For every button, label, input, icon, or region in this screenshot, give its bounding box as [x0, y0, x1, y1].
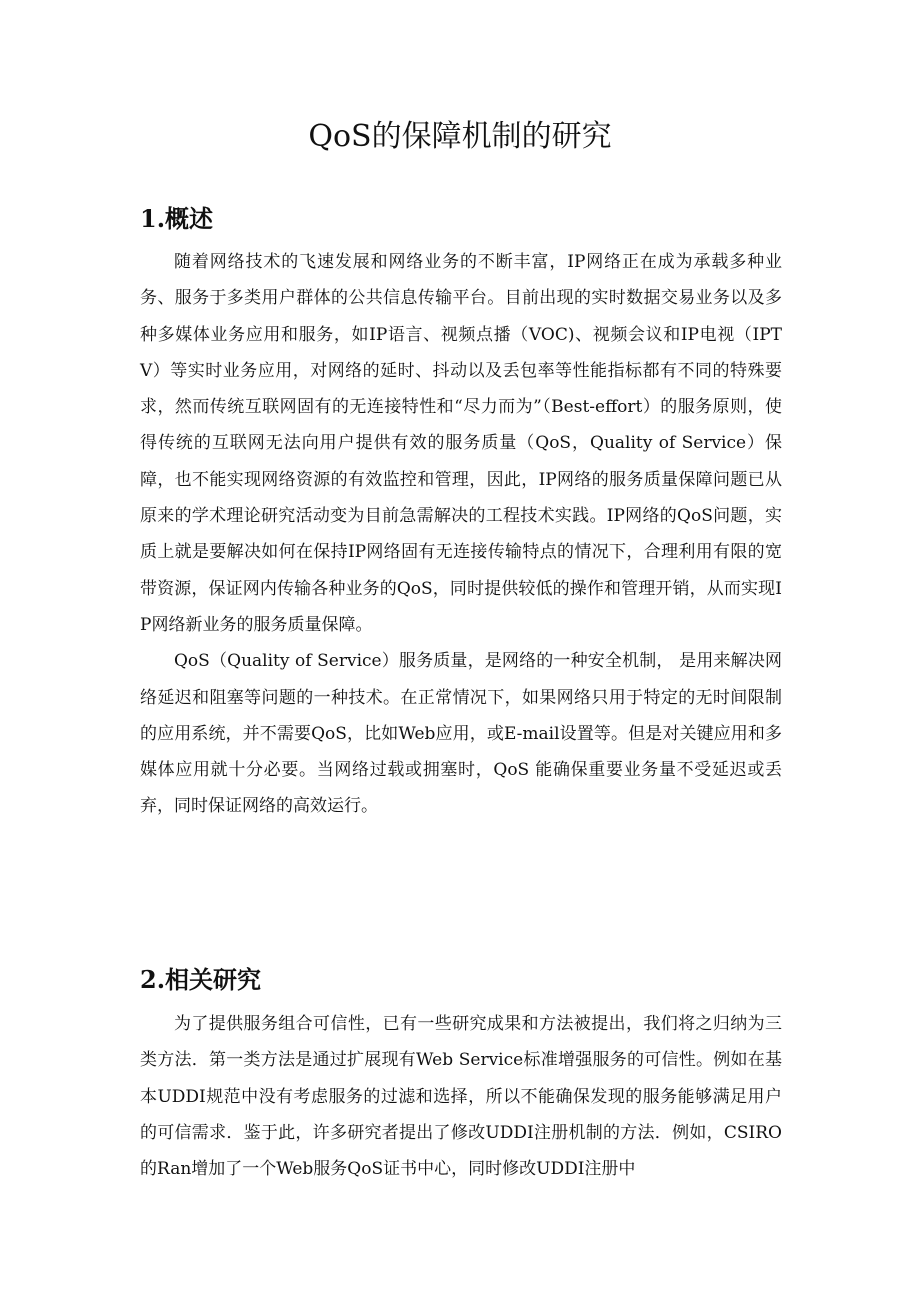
paragraph: 随着网络技术的飞速发展和网络业务的不断丰富，IP网络正在成为承载多种业务、服务于多类用户群体的公共信息传输平台。目前出现的实时数据交易业务以及多种多媒体业务应用和服务，如IP语言、视频点播（VOC)、视频会议和IP电视（IPTV）等实时业务应用，对网络的延时、抖动以及丢包率等性能指标都有不同的特殊要求，然而传统互联网固有的无连接特性和“尽力而为”（Best-effort）的服务原则，使得传统的互联网无法向用户提供有效的服务质量（QoS，Quality of Service）保障，也不能实现网络资源的有效监控和管理，因此，IP网络的服务质量保障问题已从原来的学术理论研究活动变为目前急需解决的工程技术实践。IP网络的QoS问题，实质上就是要解决如何在保持IP网络固有无连接传输特点的情况下，合理利用有限的宽带资源，保证网内传输各种业务的QoS，同时提供较低的操作和管理开销，从而实现IP网络新业务的服务质量保障。: [140, 252, 782, 635]
document-title: QoS的保障机制的研究: [308, 119, 612, 154]
section-heading-related-research: 2.相关研究: [140, 965, 262, 994]
paragraph: 为了提供服务组合可信性，已有一些研究成果和方法被提出，我们将之归纳为三类方法．第一类方法是通过扩展现有Web Service标准增强服务的可信性。例如在基本UDDI规范中没有考虑服务的过滤和选择，所以不能确保发现的服务能够满足用户的可信需求．鉴于此，许多研究者提出了修改UDDI注册机制的方法．例如，CSIRO的Ran增加了一个Web服务QoS证书中心，同时修改UDDI注册中: [140, 1014, 782, 1180]
section-body-related-research: [140, 1006, 782, 1187]
section-body-overview: [140, 244, 782, 825]
paragraph: QoS（Quality of Service）服务质量，是网络的一种安全机制， 是用来解决网络延迟和阻塞等问题的一种技术。在正常情况下，如果网络只用于特定的无时间限制的应用系统，并不需要QoS，比如Web应用，或E-mail设置等。但是对关键应用和多媒体应用就十分必要。当网络过载或拥塞时，QoS 能确保重要业务量不受延迟或丢弃，同时保证网络的高效运行。: [140, 651, 782, 817]
section-heading-overview: 1.概述: [140, 204, 214, 233]
